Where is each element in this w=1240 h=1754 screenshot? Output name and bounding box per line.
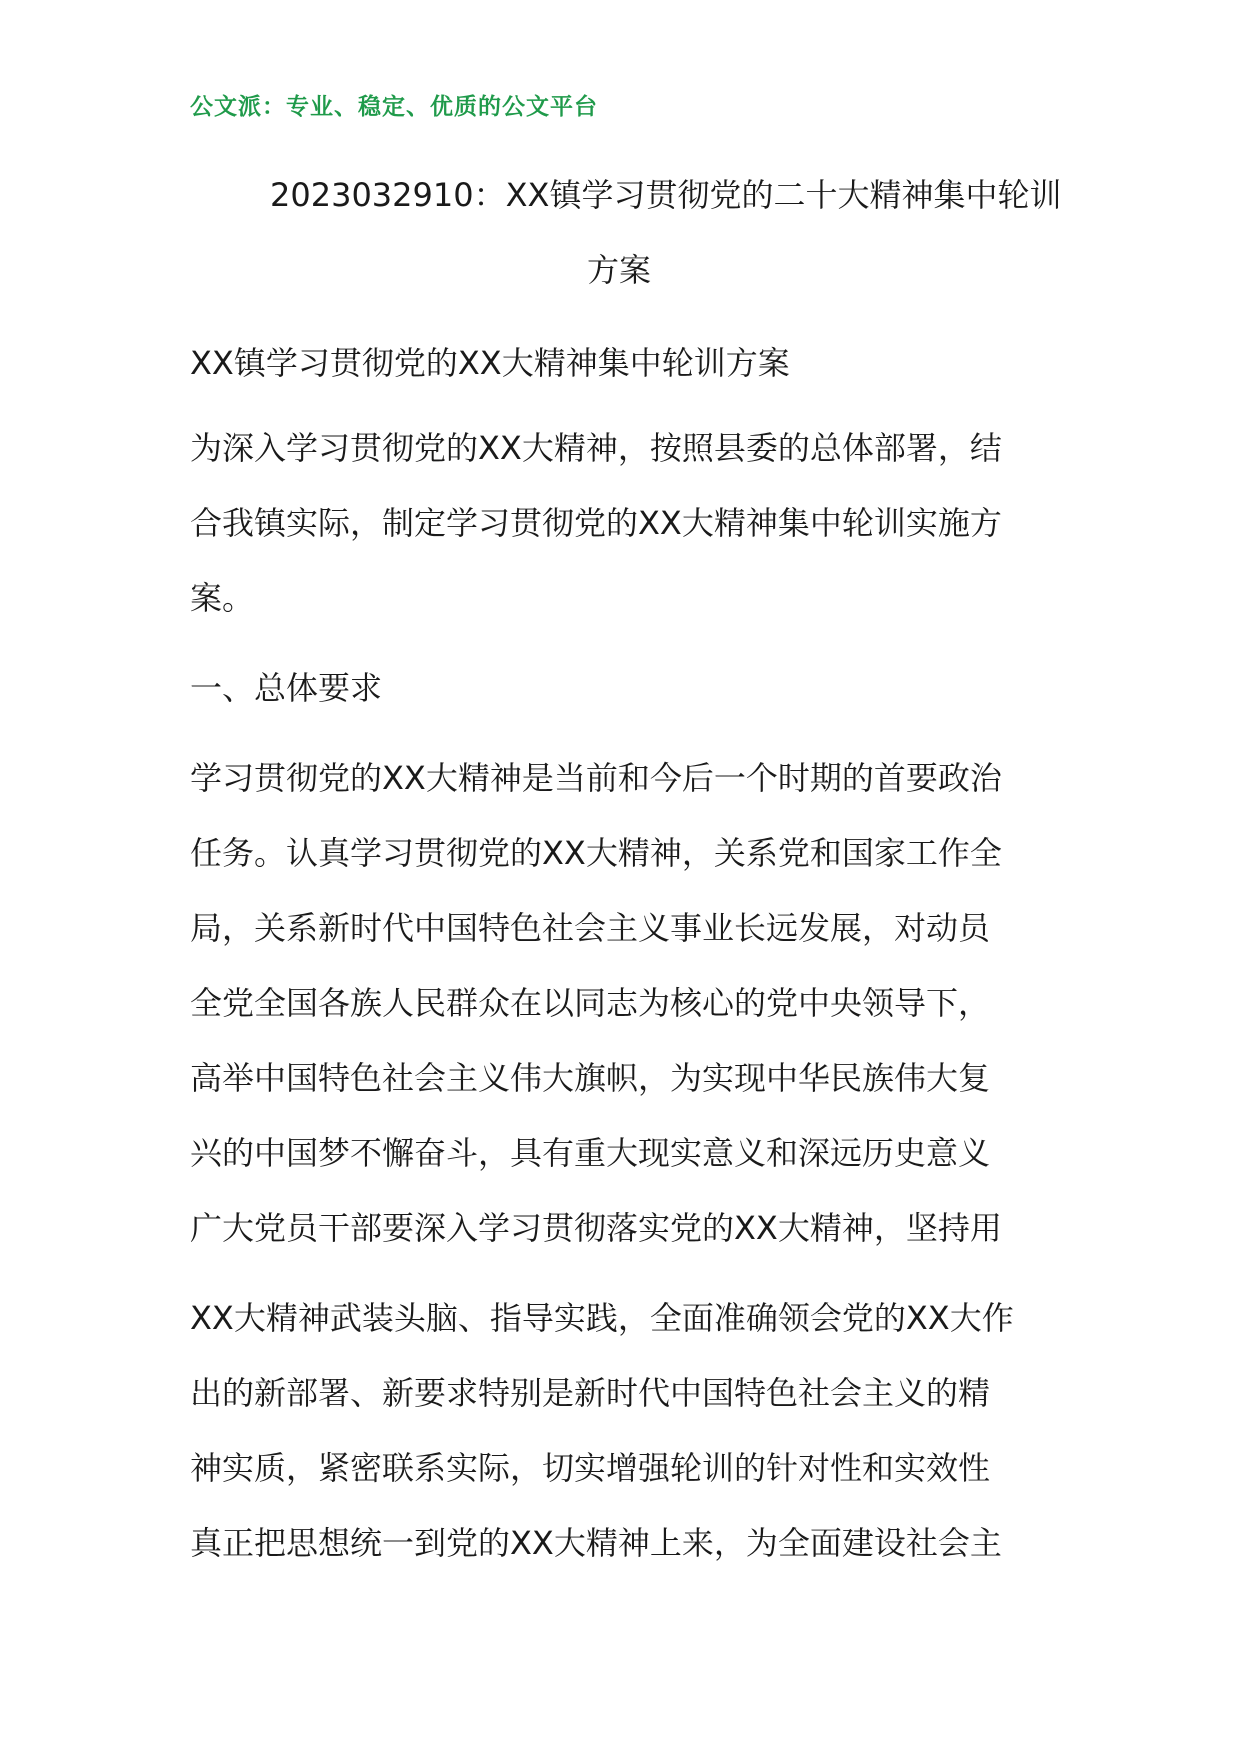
paragraph-line: 神实质，紧密联系实际，切实增强轮训的针对性和实效性 xyxy=(190,1449,991,1487)
subtitle: XX镇学习贯彻党的XX大精神集中轮训方案 xyxy=(190,344,790,382)
paragraph-line: XX大精神武装头脑、指导实践，全面准确领会党的XX大作 xyxy=(190,1299,1014,1337)
paragraph-line: 任务。认真学习贯彻党的XX大精神，关系党和国家工作全 xyxy=(190,834,1002,872)
section-heading: 一、总体要求 xyxy=(190,669,383,707)
intro-line: 案。 xyxy=(190,579,255,617)
platform-header: 公文派：专业、稳定、优质的公文平台 xyxy=(190,94,598,120)
paragraph-line: 高举中国特色社会主义伟大旗帜，为实现中华民族伟大复 xyxy=(190,1059,991,1097)
paragraph-line: 局，关系新时代中国特色社会主义事业长远发展，对动员 xyxy=(190,909,991,947)
paragraph-line: 真正把思想统一到党的XX大精神上来，为全面建设社会主 xyxy=(190,1524,1002,1562)
paragraph-line: 全党全国各族人民群众在以同志为核心的党中央领导下， xyxy=(190,984,991,1022)
intro-line: 合我镇实际，制定学习贯彻党的XX大精神集中轮训实施方 xyxy=(190,504,1002,542)
paragraph-line: 广大党员干部要深入学习贯彻落实党的XX大精神，坚持用 xyxy=(190,1209,1002,1247)
document-title-line-1: 2023032910：XX镇学习贯彻党的二十大精神集中轮训 xyxy=(270,176,1062,214)
paragraph-line: 出的新部署、新要求特别是新时代中国特色社会主义的精 xyxy=(190,1374,991,1412)
paragraph-line: 学习贯彻党的XX大精神是当前和今后一个时期的首要政治 xyxy=(190,759,1002,797)
paragraph-line: 兴的中国梦不懈奋斗，具有重大现实意义和深远历史意义 xyxy=(190,1134,991,1172)
intro-line: 为深入学习贯彻党的XX大精神，按照县委的总体部署，结 xyxy=(190,429,1002,467)
document-title-line-2: 方案 xyxy=(586,251,651,289)
